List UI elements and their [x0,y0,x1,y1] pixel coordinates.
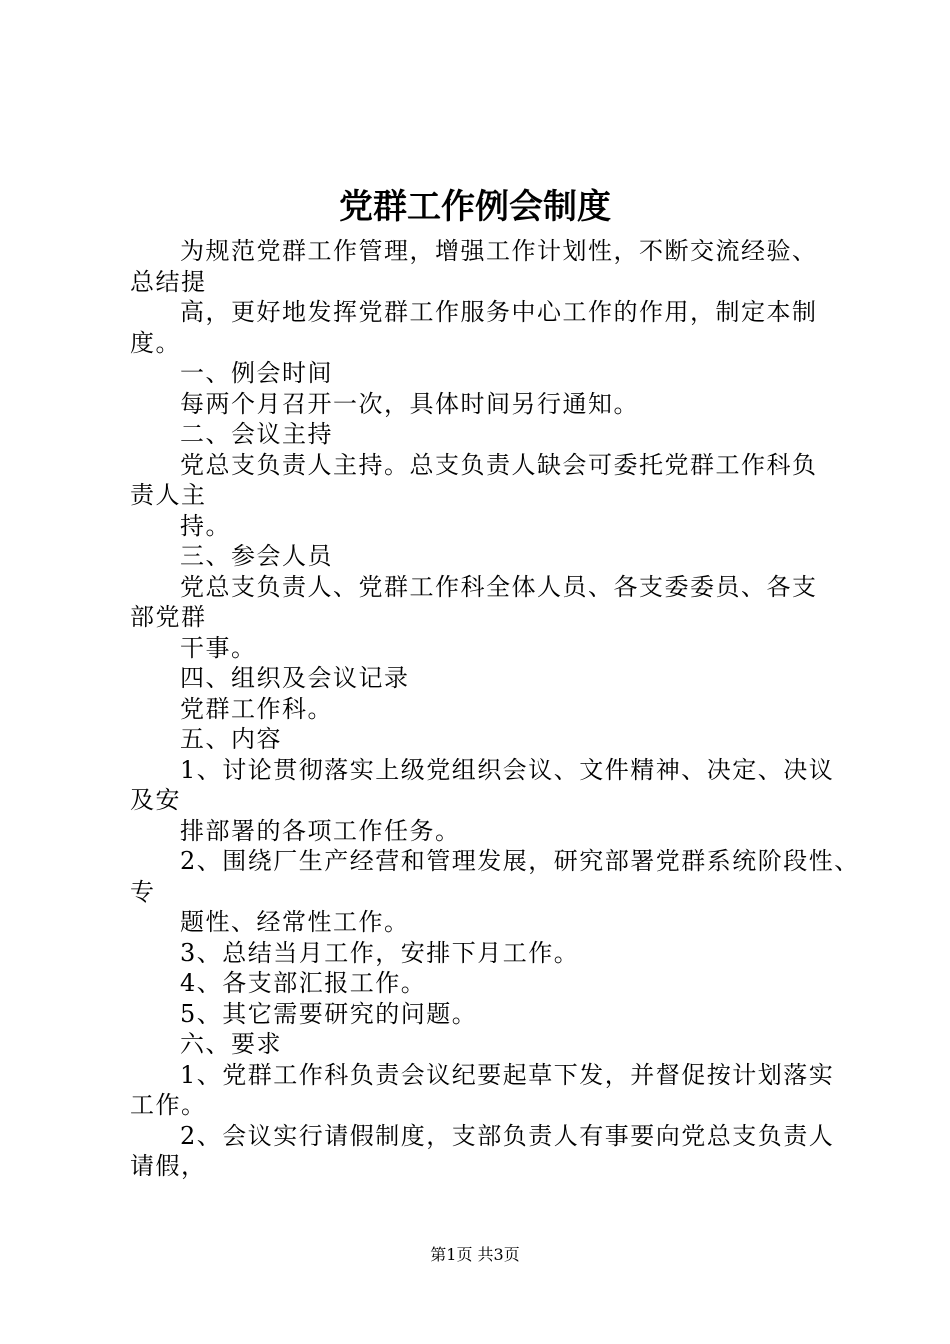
body-line: 度。 [130,328,181,357]
body-line: 3、总结当月工作，安排下月工作。 [180,938,580,967]
document-title: 党群工作例会制度 [339,187,611,227]
body-line: 党总支负责人主持。总支负责人缺会可委托党群工作科负 [180,450,818,479]
body-line: 高，更好地发挥党群工作服务中心工作的作用，制定本制 [180,298,818,326]
section-heading: 五、内容 [180,725,282,753]
body-line: 党总支负责人、党群工作科全体人员、各支委委员、各支 [180,572,818,601]
body-line: 责人主 [130,481,207,509]
body-line: 专 [130,877,156,906]
body-line: 工作。 [130,1091,207,1119]
body-line: 请假， [130,1152,207,1180]
section-heading: 六、要求 [180,1030,282,1058]
body-line: 排部署的各项工作任务。 [180,816,461,845]
body-line: 1、讨论贯彻落实上级党组织会议、文件精神、决定、决议 [180,755,835,784]
body-line: 为规范党群工作管理，增强工作计划性，不断交流经验、 [180,237,818,265]
document-body [130,236,860,1182]
body-line: 干事。 [180,633,257,662]
section-heading: 二、会议主持 [180,420,333,448]
body-line: 持。 [180,511,231,540]
body-line: 2、围绕厂生产经营和管理发展，研究部署党群系统阶段性、 [180,847,860,875]
section-heading: 三、参会人员 [180,542,333,570]
body-line: 题性、经常性工作。 [180,908,410,936]
body-line: 部党群 [130,603,207,631]
body-line: 总结提 [130,267,207,296]
section-heading: 一、例会时间 [180,359,333,387]
section-heading: 四、组织及会议记录 [180,664,410,692]
body-line: 2、会议实行请假制度，支部负责人有事要向党总支负责人 [180,1121,835,1150]
body-line: 1、党群工作科负责会议纪要起草下发，并督促按计划落实 [180,1060,835,1089]
body-line: 每两个月召开一次，具体时间另行通知。 [180,389,639,418]
body-line: 及安 [130,786,181,814]
body-line: 党群工作科。 [180,694,333,723]
body-line: 4、各支部汇报工作。 [180,969,427,997]
body-line: 5、其它需要研究的问题。 [180,999,478,1028]
page-footer: 第1页 共3页 [430,1245,520,1264]
